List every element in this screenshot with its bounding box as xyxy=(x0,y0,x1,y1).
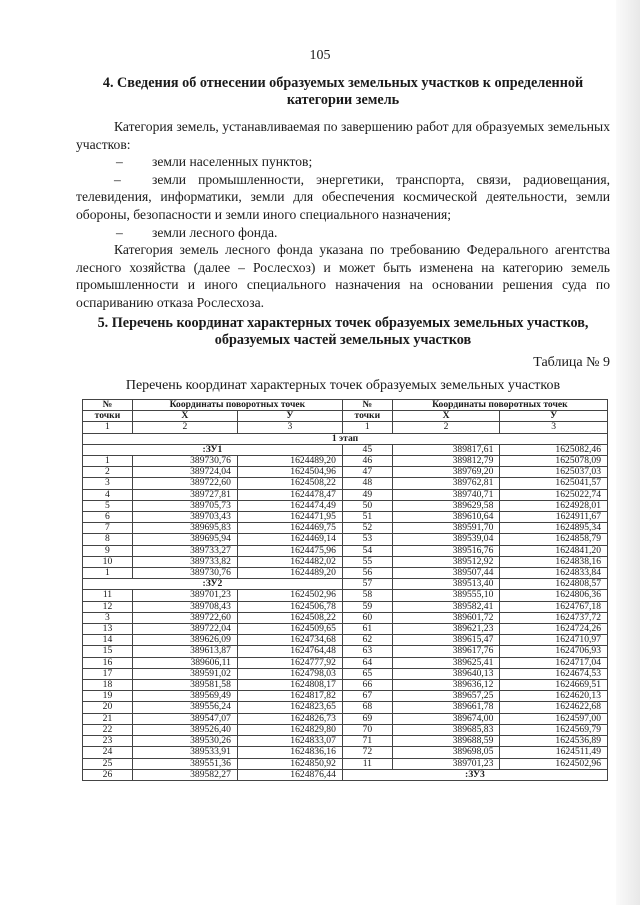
coord-x: 389769,20 xyxy=(392,467,500,478)
stage-row: 1 этап xyxy=(83,433,608,444)
header-y: У xyxy=(237,411,342,422)
point-number: 53 xyxy=(342,534,392,545)
point-number: 61 xyxy=(342,624,392,635)
coord-y: 1624850,92 xyxy=(237,758,342,769)
coord-x: 389695,83 xyxy=(132,523,237,534)
coord-x: 389812,79 xyxy=(392,456,500,467)
coord-x: 389539,04 xyxy=(392,534,500,545)
coord-x: 389547,07 xyxy=(132,713,237,724)
point-number: 60 xyxy=(342,612,392,623)
coord-x: 389640,13 xyxy=(392,668,500,679)
coord-x: 389722,60 xyxy=(132,478,237,489)
point-number: 59 xyxy=(342,601,392,612)
coord-y: 1624798,03 xyxy=(237,668,342,679)
coord-x: 389740,71 xyxy=(392,489,500,500)
point-number: 26 xyxy=(83,769,133,780)
coord-y: 1624826,73 xyxy=(237,713,342,724)
point-number: 11 xyxy=(83,590,133,601)
point-number: 67 xyxy=(342,691,392,702)
coord-x: 389582,27 xyxy=(132,769,237,780)
coord-y: 1625078,09 xyxy=(500,456,608,467)
header-point-label: точки xyxy=(342,411,392,422)
category-item-2 xyxy=(76,171,610,224)
header-x: Х xyxy=(392,411,500,422)
coord-y: 1624928,01 xyxy=(500,500,608,511)
coord-x: 389724,04 xyxy=(132,467,237,478)
coord-y: 1624836,16 xyxy=(237,747,342,758)
category-item-text: земли промышленности, энергетики, транспорта, связи, радиовещания, телевидения, информатики, земли для обеспечения космической деятельности, земли обороны, безопасности и земли иного специального назначения; xyxy=(76,171,610,222)
coord-x: 389762,81 xyxy=(392,478,500,489)
coord-y: 1624489,20 xyxy=(237,568,342,579)
category-item-text: земли лесного фонда. xyxy=(152,224,278,240)
coord-y: 1624482,02 xyxy=(237,556,342,567)
point-number: 46 xyxy=(342,456,392,467)
table-row xyxy=(83,590,608,601)
table-row xyxy=(83,724,608,735)
coord-y: 1624817,82 xyxy=(237,691,342,702)
point-number: 20 xyxy=(83,702,133,713)
table-row xyxy=(83,702,608,713)
coord-y: 1624475,96 xyxy=(237,545,342,556)
point-number: 62 xyxy=(342,635,392,646)
coord-y: 1624777,92 xyxy=(237,657,342,668)
point-number: 1 xyxy=(83,568,133,579)
point-number: 19 xyxy=(83,691,133,702)
coord-x: 389730,76 xyxy=(132,456,237,467)
coord-y: 1624508,22 xyxy=(237,478,342,489)
section-5-heading xyxy=(76,315,610,349)
coord-x: 389512,92 xyxy=(392,556,500,567)
coord-x: 389555,10 xyxy=(392,590,500,601)
point-number: 63 xyxy=(342,646,392,657)
point-number: 22 xyxy=(83,724,133,735)
coord-x: 389621,23 xyxy=(392,624,500,635)
table-row xyxy=(83,769,608,780)
table-row xyxy=(83,489,608,500)
header-point-no: № xyxy=(342,400,392,411)
coord-y: 1624502,96 xyxy=(500,758,608,769)
coord-y: 1624737,72 xyxy=(500,612,608,623)
header-x: Х xyxy=(132,411,237,422)
table-row xyxy=(83,534,608,545)
point-number: 66 xyxy=(342,680,392,691)
point-number: 65 xyxy=(342,668,392,679)
coord-y: 1624911,67 xyxy=(500,512,608,523)
table-row xyxy=(83,579,608,590)
header-point-no: № xyxy=(83,400,133,411)
dash-marker: – xyxy=(114,171,121,187)
table-row xyxy=(83,500,608,511)
point-number: 12 xyxy=(83,601,133,612)
point-number: 21 xyxy=(83,713,133,724)
coord-x: 389629,58 xyxy=(392,500,500,511)
table-row xyxy=(83,601,608,612)
coord-y: 1624876,44 xyxy=(237,769,342,780)
table-row xyxy=(83,568,608,579)
point-number: 17 xyxy=(83,668,133,679)
coord-y: 1624833,84 xyxy=(500,568,608,579)
table-row xyxy=(83,713,608,724)
section-4-body xyxy=(76,118,610,312)
coord-y: 1624829,80 xyxy=(237,724,342,735)
coord-x: 389610,64 xyxy=(392,512,500,523)
coord-x: 389701,23 xyxy=(132,590,237,601)
coord-y: 1625082,46 xyxy=(500,444,608,455)
coord-x: 389533,91 xyxy=(132,747,237,758)
section-4-heading-line1: 4. Сведения об отнесении образуемых земельных участков к определенной xyxy=(102,75,584,91)
column-number: 2 xyxy=(392,422,500,433)
coord-x: 389727,81 xyxy=(132,489,237,500)
table-row xyxy=(83,657,608,668)
coord-y: 1625022,74 xyxy=(500,489,608,500)
coord-y: 1624674,53 xyxy=(500,668,608,679)
coord-x: 389626,09 xyxy=(132,635,237,646)
coord-x: 389591,02 xyxy=(132,668,237,679)
point-number: 45 xyxy=(342,444,392,455)
coord-y: 1624597,00 xyxy=(500,713,608,724)
page-number: 105 xyxy=(309,48,331,63)
point-number: 64 xyxy=(342,657,392,668)
coord-x: 389703,43 xyxy=(132,512,237,523)
point-number: 9 xyxy=(83,545,133,556)
coord-y: 1624706,93 xyxy=(500,646,608,657)
section-5-heading-line1: 5. Перечень координат характерных точек образуемых земельных участков, xyxy=(97,315,589,331)
point-number: 13 xyxy=(83,624,133,635)
coord-y: 1624669,51 xyxy=(500,680,608,691)
coord-y: 1624622,68 xyxy=(500,702,608,713)
coord-y: 1624620,13 xyxy=(500,691,608,702)
point-number: 68 xyxy=(342,702,392,713)
point-number: 56 xyxy=(342,568,392,579)
coord-y: 1624806,36 xyxy=(500,590,608,601)
table-row xyxy=(83,478,608,489)
coord-x: 389569,49 xyxy=(132,691,237,702)
point-number: 54 xyxy=(342,545,392,556)
column-number: 3 xyxy=(237,422,342,433)
coord-x: 389507,44 xyxy=(392,568,500,579)
scan-edge-shade xyxy=(616,0,640,905)
point-number: 25 xyxy=(83,758,133,769)
table-row xyxy=(83,545,608,556)
coord-x: 389817,61 xyxy=(392,444,500,455)
point-number: 7 xyxy=(83,523,133,534)
coord-y: 1624474,49 xyxy=(237,500,342,511)
point-number: 71 xyxy=(342,736,392,747)
coord-y: 1624502,96 xyxy=(237,590,342,601)
point-number: 14 xyxy=(83,635,133,646)
table-row xyxy=(83,680,608,691)
table-row xyxy=(83,467,608,478)
point-number: 52 xyxy=(342,523,392,534)
forest-category-paragraph: Категория земель лесного фонда указана по требованию Федерального агентства лесного хозяйства (далее – Рослесхоз) и может быть изменена на категорию земель промышленности и иного специального назначения на основании решения суда по оспариванию отказа Рослесхоза. xyxy=(76,242,610,310)
section-4-heading xyxy=(76,75,610,109)
point-number: 8 xyxy=(83,534,133,545)
column-number: 3 xyxy=(500,422,608,433)
point-number: 51 xyxy=(342,512,392,523)
coord-y: 1624509,65 xyxy=(237,624,342,635)
coord-x: 389688,59 xyxy=(392,736,500,747)
coord-y: 1624808,57 xyxy=(500,579,608,590)
coord-x: 389730,76 xyxy=(132,568,237,579)
section-4-heading-line2: категории земель xyxy=(286,92,400,108)
coord-y: 1624823,65 xyxy=(237,702,342,713)
coord-x: 389722,60 xyxy=(132,612,237,623)
coord-x: 389685,83 xyxy=(392,724,500,735)
point-number: 3 xyxy=(83,612,133,623)
table-row xyxy=(83,456,608,467)
coord-x: 389701,23 xyxy=(392,758,500,769)
coord-y: 1624838,16 xyxy=(500,556,608,567)
coord-x: 389516,76 xyxy=(392,545,500,556)
coord-y: 1624808,17 xyxy=(237,680,342,691)
category-item-1 xyxy=(76,153,610,171)
table-row xyxy=(83,691,608,702)
coord-y: 1624724,26 xyxy=(500,624,608,635)
section-5-heading-line2: образуемых частей земельных участков xyxy=(214,332,472,348)
coord-y: 1624508,22 xyxy=(237,612,342,623)
coord-x: 389625,41 xyxy=(392,657,500,668)
coord-x: 389513,40 xyxy=(392,579,500,590)
coord-x: 389617,76 xyxy=(392,646,500,657)
table-row xyxy=(83,747,608,758)
table-row xyxy=(83,444,608,455)
table-number: Таблица № 9 xyxy=(533,355,610,370)
coordinates-table-body xyxy=(83,444,608,780)
point-number: 72 xyxy=(342,747,392,758)
category-item-3 xyxy=(76,224,610,242)
point-number: 69 xyxy=(342,713,392,724)
coord-y: 1624478,47 xyxy=(237,489,342,500)
coord-y: 1624506,78 xyxy=(237,601,342,612)
coord-x: 389591,70 xyxy=(392,523,500,534)
coord-x: 389615,47 xyxy=(392,635,500,646)
table-row xyxy=(83,624,608,635)
table-row xyxy=(83,523,608,534)
coord-y: 1624469,75 xyxy=(237,523,342,534)
header-coordinates: Координаты поворотных точек xyxy=(392,400,607,411)
parcel-label: :ЗУ3 xyxy=(342,769,607,780)
table-row xyxy=(83,556,608,567)
coord-x: 389674,00 xyxy=(392,713,500,724)
coord-x: 389526,40 xyxy=(132,724,237,735)
parcel-label: :ЗУ1 xyxy=(83,444,343,455)
coord-x: 389705,73 xyxy=(132,500,237,511)
column-number: 1 xyxy=(83,422,133,433)
point-number: 48 xyxy=(342,478,392,489)
point-number: 3 xyxy=(83,478,133,489)
coord-x: 389613,87 xyxy=(132,646,237,657)
parcel-label: :ЗУ2 xyxy=(83,579,343,590)
coord-x: 389661,78 xyxy=(392,702,500,713)
coord-y: 1625041,57 xyxy=(500,478,608,489)
category-intro: Категория земель, устанавливаемая по завершению работ для образуемых земельных участков: xyxy=(76,119,610,152)
point-number: 23 xyxy=(83,736,133,747)
coord-y: 1624469,14 xyxy=(237,534,342,545)
point-number: 24 xyxy=(83,747,133,758)
coord-x: 389581,58 xyxy=(132,680,237,691)
coord-y: 1624841,20 xyxy=(500,545,608,556)
table-row xyxy=(83,736,608,747)
coord-y: 1625037,03 xyxy=(500,467,608,478)
coord-y: 1624895,34 xyxy=(500,523,608,534)
point-number: 10 xyxy=(83,556,133,567)
coord-y: 1624489,20 xyxy=(237,456,342,467)
coordinates-table xyxy=(82,399,608,781)
coord-x: 389606,11 xyxy=(132,657,237,668)
coord-y: 1624767,18 xyxy=(500,601,608,612)
table-row xyxy=(83,512,608,523)
table-row xyxy=(83,668,608,679)
coord-y: 1624471,95 xyxy=(237,512,342,523)
coord-x: 389733,27 xyxy=(132,545,237,556)
point-number: 49 xyxy=(342,489,392,500)
point-number: 2 xyxy=(83,467,133,478)
point-number: 47 xyxy=(342,467,392,478)
point-number: 16 xyxy=(83,657,133,668)
point-number: 58 xyxy=(342,590,392,601)
coord-y: 1624734,68 xyxy=(237,635,342,646)
coord-x: 389733,82 xyxy=(132,556,237,567)
coord-x: 389530,26 xyxy=(132,736,237,747)
table-row xyxy=(83,635,608,646)
column-number: 1 xyxy=(342,422,392,433)
point-number: 1 xyxy=(83,456,133,467)
point-number: 57 xyxy=(342,579,392,590)
point-number: 4 xyxy=(83,489,133,500)
coord-x: 389551,36 xyxy=(132,758,237,769)
coord-y: 1624710,97 xyxy=(500,635,608,646)
coord-x: 389708,43 xyxy=(132,601,237,612)
coord-x: 389582,41 xyxy=(392,601,500,612)
point-number: 50 xyxy=(342,500,392,511)
coord-y: 1624717,04 xyxy=(500,657,608,668)
header-y: У xyxy=(500,411,608,422)
table-caption: Перечень координат характерных точек образуемых земельных участков xyxy=(125,378,561,393)
coord-x: 389657,25 xyxy=(392,691,500,702)
coord-x: 389556,24 xyxy=(132,702,237,713)
coord-x: 389695,94 xyxy=(132,534,237,545)
coord-x: 389601,72 xyxy=(392,612,500,623)
coord-x: 389698,05 xyxy=(392,747,500,758)
table-row xyxy=(83,646,608,657)
point-number: 70 xyxy=(342,724,392,735)
coord-y: 1624833,07 xyxy=(237,736,342,747)
table-row xyxy=(83,612,608,623)
point-number: 6 xyxy=(83,512,133,523)
dash-marker: – xyxy=(116,224,123,240)
coord-x: 389722,04 xyxy=(132,624,237,635)
coord-y: 1624504,96 xyxy=(237,467,342,478)
point-number: 15 xyxy=(83,646,133,657)
point-number: 5 xyxy=(83,500,133,511)
point-number: 18 xyxy=(83,680,133,691)
coord-x: 389636,12 xyxy=(392,680,500,691)
column-number: 2 xyxy=(132,422,237,433)
point-number: 11 xyxy=(342,758,392,769)
coord-y: 1624858,79 xyxy=(500,534,608,545)
coord-y: 1624569,79 xyxy=(500,724,608,735)
coord-y: 1624536,89 xyxy=(500,736,608,747)
category-item-text: земли населенных пунктов; xyxy=(152,154,313,170)
header-point-label: точки xyxy=(83,411,133,422)
dash-marker: – xyxy=(116,154,123,170)
coord-y: 1624764,48 xyxy=(237,646,342,657)
point-number: 55 xyxy=(342,556,392,567)
header-coordinates: Координаты поворотных точек xyxy=(132,400,342,411)
table-row xyxy=(83,758,608,769)
coord-y: 1624511,49 xyxy=(500,747,608,758)
